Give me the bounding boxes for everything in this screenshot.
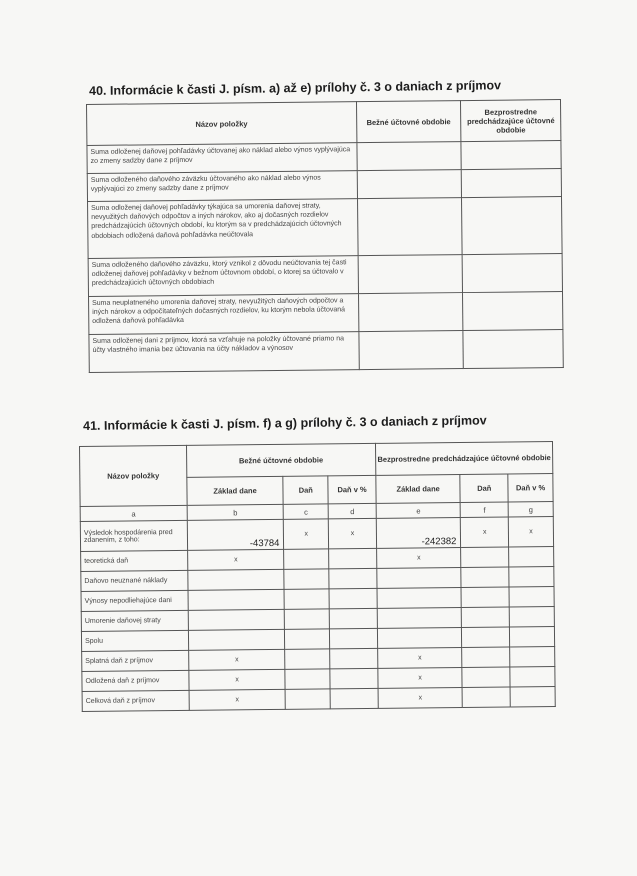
section-40-table <box>86 99 564 373</box>
sub-header-tax-base: Základ dane <box>187 476 284 505</box>
tax-base-previous <box>377 628 462 649</box>
tax-base-current: x <box>188 649 285 670</box>
tax-previous <box>461 587 509 607</box>
tax-rate-current <box>329 608 377 628</box>
value-cell-previous <box>461 141 561 170</box>
tax-rate-current <box>330 668 378 688</box>
col-header-item-name: Názov položky <box>80 445 187 506</box>
row-label: Splatná daň z príjmov <box>82 650 189 671</box>
row-label: Odložená daň z príjmov <box>82 670 189 691</box>
tax-rate-current <box>329 588 377 608</box>
tax-previous <box>461 547 509 567</box>
tax-rate-previous <box>509 547 554 567</box>
row-label: Spolu <box>81 630 188 651</box>
tax-current <box>285 669 330 689</box>
tax-rate-current <box>329 548 377 568</box>
tax-base-current <box>188 589 285 610</box>
row-label: Suma odloženej dani z príjmov, ktorá sa vzťahuje na položky účtované priamo na účty vlastného imania bez účtovania na účty nákladov a výnosov <box>89 332 359 373</box>
tax-rate-previous <box>509 607 554 627</box>
tax-rate-previous <box>510 687 555 707</box>
tax-current <box>284 589 329 609</box>
value-cell-previous <box>463 292 563 331</box>
tax-current <box>285 689 330 709</box>
code-cell: d <box>328 503 376 518</box>
value-cell-current <box>358 331 463 370</box>
tax-previous: x <box>461 517 509 547</box>
tax-base-current: x <box>189 669 286 690</box>
col-header-previous-period: Bezprostredne predchádzajúce účtovné obdobie <box>375 442 552 476</box>
sub-header-tax-base-prev: Základ dane <box>376 475 461 504</box>
tax-current: x <box>284 519 329 549</box>
row-label: Suma odloženej daňovej pohľadávky účtovanej ako náklad alebo výnos vyplývajúca zo zmeny sadzby dane z príjmov <box>87 143 357 174</box>
value-cell-current <box>358 255 463 294</box>
col-header-current-period: Bežné účtovné obdobie <box>356 101 461 143</box>
value-cell-current <box>357 198 462 256</box>
sub-header-tax-rate: Daň v % <box>328 475 376 503</box>
tax-base-current <box>188 609 285 630</box>
code-cell: e <box>376 503 461 519</box>
tax-previous <box>461 567 509 587</box>
tax-rate-current <box>330 628 378 648</box>
tax-base-current <box>188 569 285 590</box>
tax-base-current <box>188 629 285 650</box>
tax-rate-current <box>329 568 377 588</box>
row-label: Daňovo neuznané náklady <box>81 570 188 591</box>
row-label: teoretická daň <box>81 550 188 571</box>
tax-previous <box>462 667 510 687</box>
row-label: Suma odloženého daňového záväzku účtovaného ako náklad alebo výnos vyplývajúci zo zmeny sadzby dane z príjmov <box>87 171 357 202</box>
tax-rate-current <box>330 648 378 668</box>
row-label: Suma odloženej daňovej pohľadávky týkajúca sa umorenia daňovej straty, nevyužitých daňových odpočtov a iných nárokov, ako aj dočasných rozdielov predchádzajúcich účtovných období, ku ktorým sa v predchádzajúcich účtovných obdobiach odložená daňová pohľadávka neúčtovala <box>88 199 358 259</box>
sub-header-tax-rate-prev: Daň v % <box>508 474 553 502</box>
tax-rate-previous <box>509 587 554 607</box>
tax-rate-current: x <box>328 518 376 548</box>
tax-base-previous <box>377 568 462 589</box>
sub-header-tax-prev: Daň <box>460 474 508 502</box>
tax-base-current: x <box>187 549 284 570</box>
section-41-table <box>79 441 556 712</box>
tax-current <box>285 649 330 669</box>
value-cell-previous <box>462 169 562 198</box>
tax-previous <box>462 627 510 647</box>
tax-base-previous: x <box>377 548 462 569</box>
tax-current <box>284 549 329 569</box>
tax-base-previous: x <box>378 687 463 708</box>
section-41-title: 41. Informácie k časti J. písm. f) a g) prílohy č. 3 o daniach z príjmov <box>83 413 487 433</box>
tax-base-previous <box>377 588 462 609</box>
value-cell-current <box>358 293 463 332</box>
tax-previous <box>462 607 510 627</box>
code-cell: g <box>508 502 553 517</box>
row-label: Suma odloženého daňového záväzku, ktorý vznikol z dôvodu neúčtovania tej časti odloženej daňovej pohľadávky v bežnom účtovnom období, o ktorej sa účtovalo v predchádzajúcich účtovných obdobiach <box>88 256 358 297</box>
value-cell-previous <box>463 330 563 369</box>
value-cell-current <box>357 170 462 199</box>
tax-previous <box>462 647 510 667</box>
code-cell: f <box>461 502 509 517</box>
row-label: Umorenie daňovej straty <box>81 610 188 631</box>
sub-header-tax: Daň <box>283 476 328 504</box>
row-label: Výsledok hospodárenia pred zdanením, z toho: <box>80 520 187 551</box>
tax-current <box>285 609 330 629</box>
tax-base-previous: x <box>378 667 463 688</box>
tax-base-current: -43784 <box>187 519 284 550</box>
tax-rate-previous <box>510 667 555 687</box>
tax-base-current: x <box>189 689 286 710</box>
col-header-previous-period: Bezprostredne predchádzajúce účtovné obdobie <box>461 100 561 142</box>
code-cell: b <box>187 504 284 520</box>
col-header-item-name: Názov položky <box>87 102 357 146</box>
code-cell: c <box>284 504 329 519</box>
row-label: Suma neuplatneného umorenia daňovej straty, nevyužitých daňových odpočtov a iných nárokov a odpočítateľných dočasných rozdielov, ku ktorým nebola účtovaná odložená daňová pohľadávka <box>89 294 359 335</box>
value-cell-current <box>356 142 461 171</box>
tax-rate-previous <box>510 627 555 647</box>
value-cell-previous <box>462 254 562 293</box>
tax-base-previous: x <box>378 648 463 669</box>
row-label: Celková daň z príjmov <box>82 690 189 711</box>
tax-rate-current <box>330 688 378 708</box>
tax-rate-previous <box>509 567 554 587</box>
row-label: Výnosy nepodliehajúce dani <box>81 590 188 611</box>
tax-rate-previous: x <box>508 517 553 547</box>
tax-base-previous: -242382 <box>376 518 461 549</box>
code-cell: a <box>80 505 187 521</box>
tax-base-previous <box>377 608 462 629</box>
value-cell-previous <box>462 197 562 255</box>
col-header-current-period: Bežné účtovné obdobie <box>186 443 375 477</box>
section-40-title: 40. Informácie k časti J. písm. a) až e) prílohy č. 3 o daniach z príjmov <box>89 78 502 98</box>
tax-current <box>284 569 329 589</box>
tax-previous <box>462 687 510 707</box>
tax-rate-previous <box>510 647 555 667</box>
tax-current <box>285 629 330 649</box>
